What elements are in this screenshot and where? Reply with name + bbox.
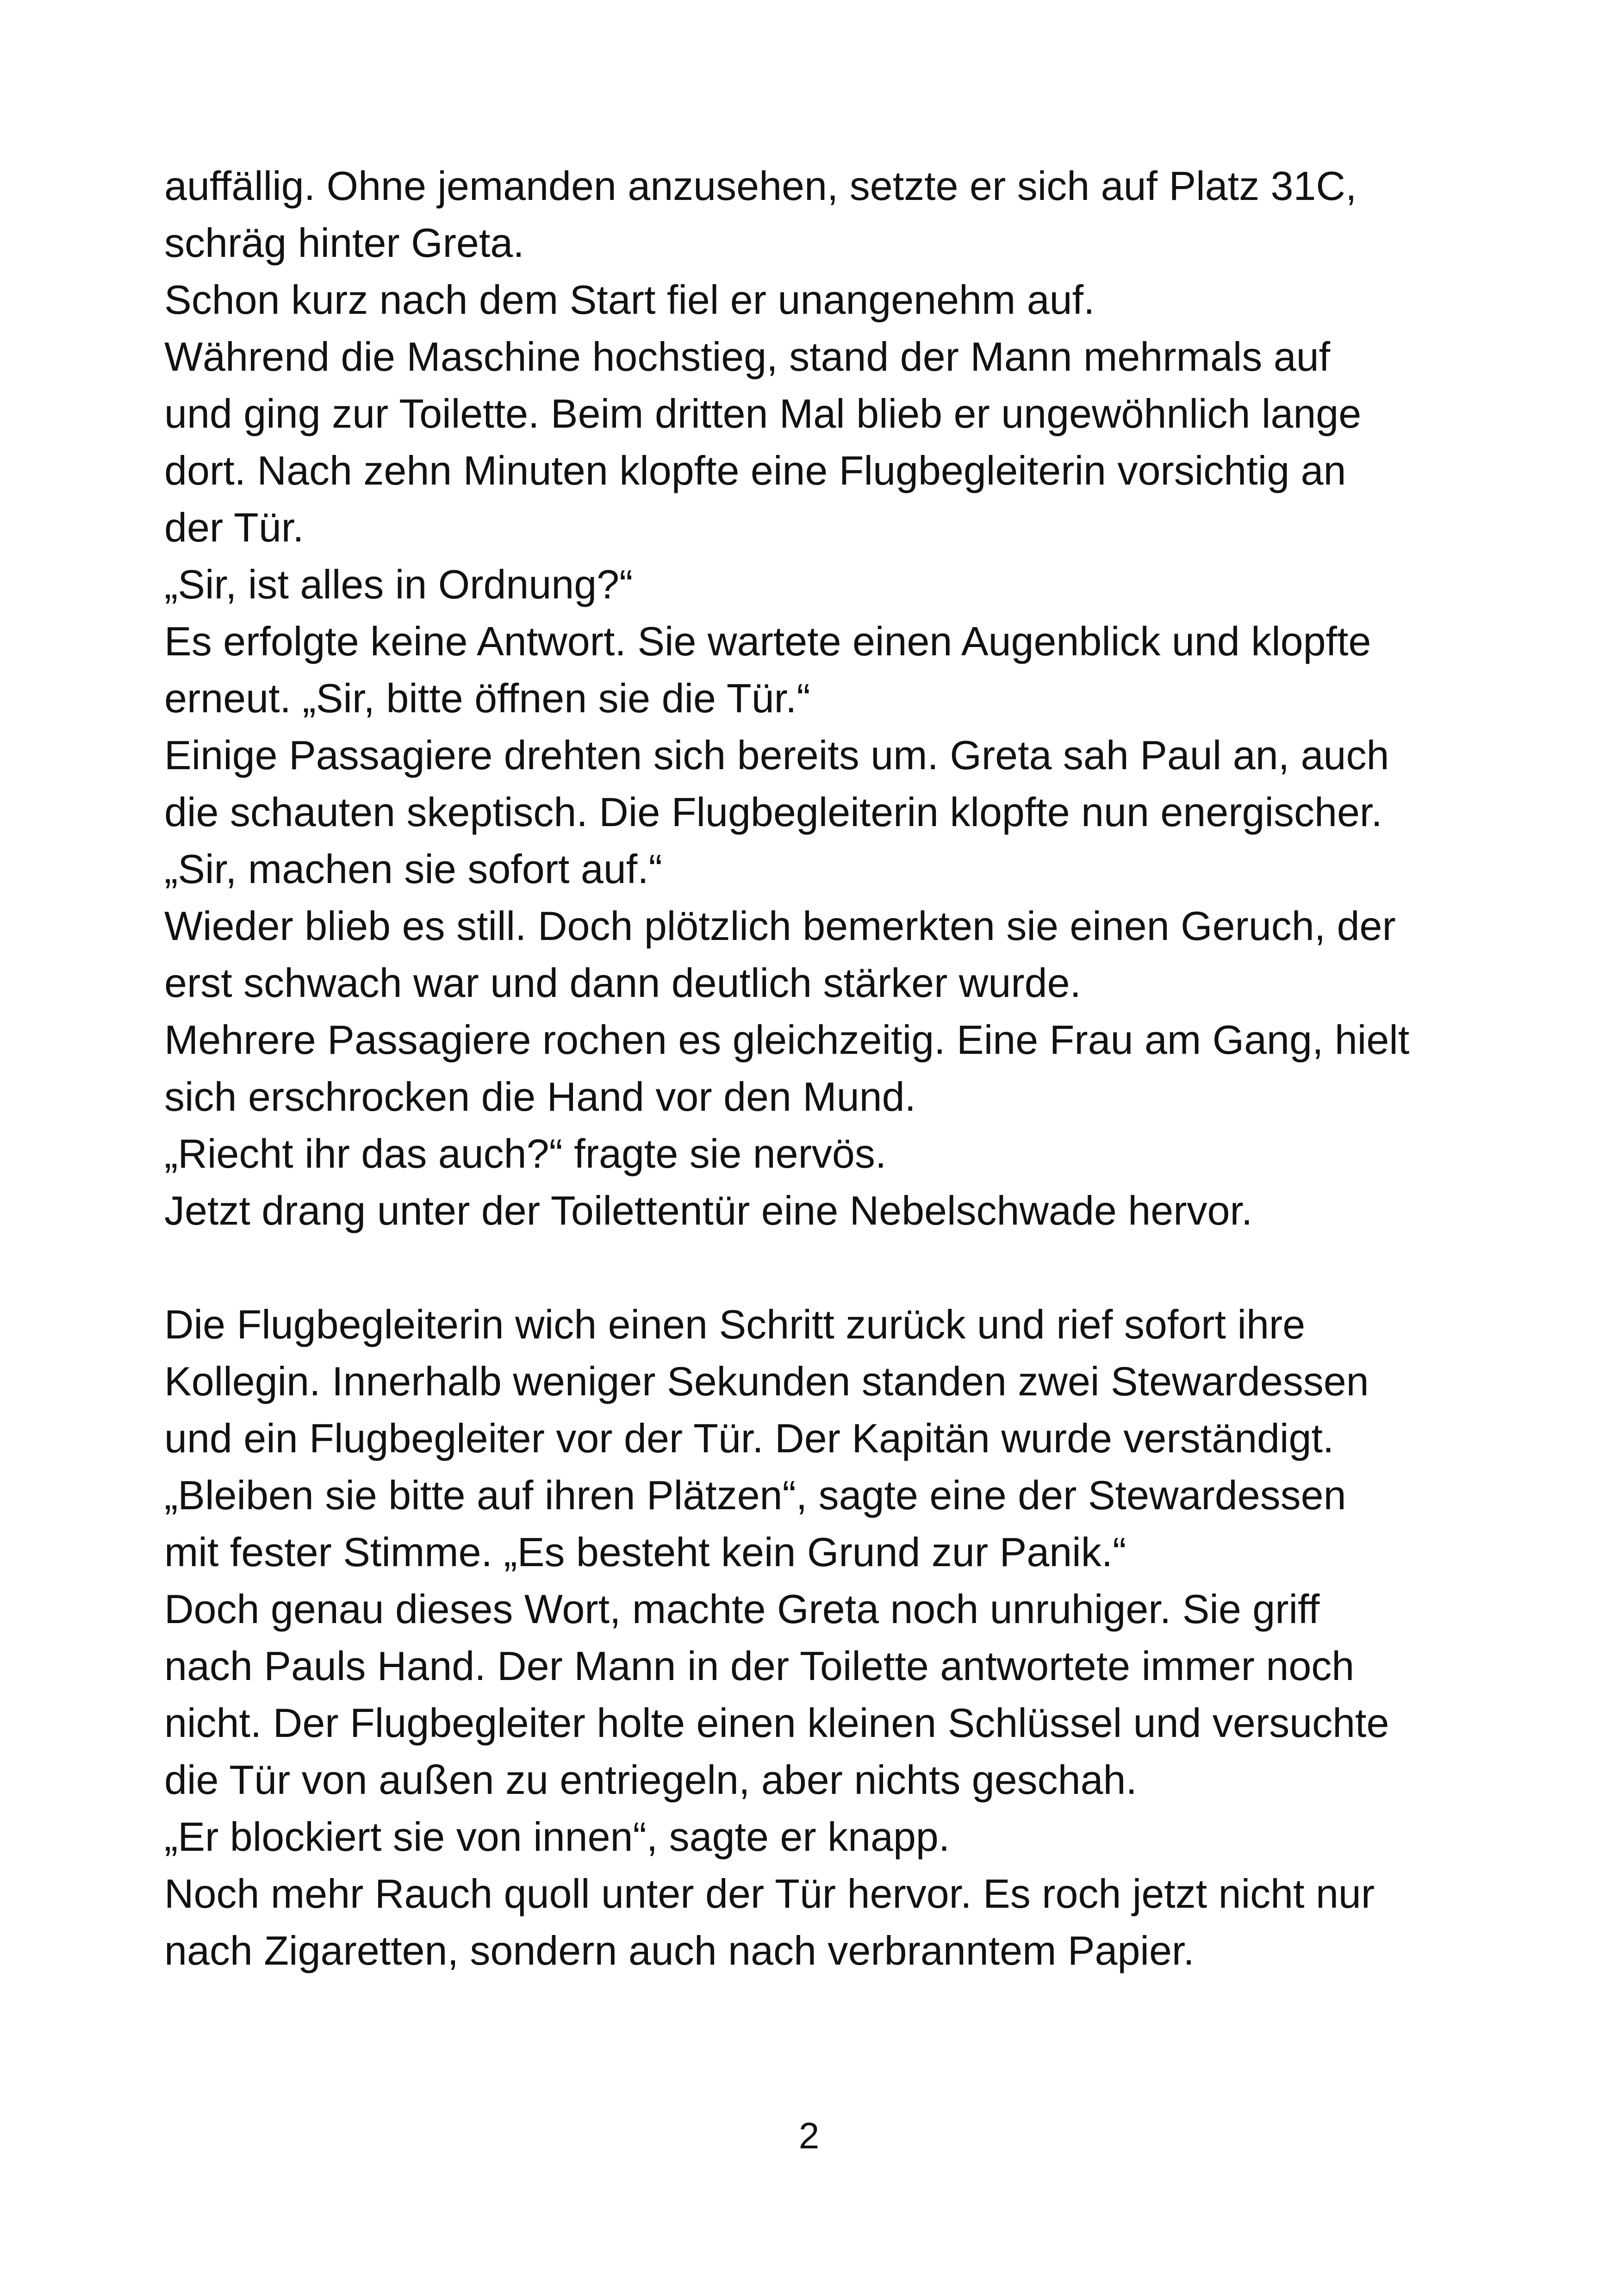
text-line: Schon kurz nach dem Start fiel er unangenehm auf.	[164, 277, 1095, 323]
text-line: und ein Flugbegleiter vor der Tür. Der Kapitän wurde verständigt.	[164, 1415, 1334, 1461]
text-line: die schauten skeptisch. Die Flugbegleiterin klopfte nun energischer.	[164, 789, 1382, 835]
text-line: „Sir, machen sie sofort auf.“	[164, 846, 662, 892]
text-line: „Riecht ihr das auch?“ fragte sie nervös.	[164, 1131, 887, 1176]
text-line: die Tür von außen zu entriegeln, aber nichts geschah.	[164, 1757, 1137, 1803]
text-line: der Tür.	[164, 504, 304, 550]
text-line: erst schwach war und dann deutlich stärker wurde.	[164, 960, 1081, 1006]
text-line: erneut. „Sir, bitte öffnen sie die Tür.“	[164, 675, 810, 721]
text-line: Noch mehr Rauch quoll unter der Tür hervor. Es roch jetzt nicht nur	[164, 1871, 1375, 1916]
text-line: schräg hinter Greta.	[164, 220, 524, 266]
text-line: nach Zigaretten, sondern auch nach verbranntem Papier.	[164, 1928, 1195, 1973]
text-line: Doch genau dieses Wort, machte Greta noch unruhiger. Sie griff	[164, 1586, 1320, 1632]
text-line: mit fester Stimme. „Es besteht kein Grund zur Panik.“	[164, 1529, 1126, 1575]
text-line: Kollegin. Innerhalb weniger Sekunden standen zwei Stewardessen	[164, 1358, 1369, 1404]
text-line: auffällig. Ohne jemanden anzusehen, setzte er sich auf Platz 31C,	[164, 163, 1357, 209]
text-line: Die Flugbegleiterin wich einen Schritt zurück und rief sofort ihre	[164, 1301, 1306, 1347]
text-line: Einige Passagiere drehten sich bereits um. Greta sah Paul an, auch	[164, 732, 1389, 778]
body-text	[164, 157, 1460, 1979]
text-line: dort. Nach zehn Minuten klopfte eine Flugbegleiterin vorsichtig an	[164, 448, 1346, 493]
text-line: Wieder blieb es still. Doch plötzlich bemerkten sie einen Geruch, der	[164, 903, 1396, 949]
text-line: „Sir, ist alles in Ordnung?“	[164, 561, 633, 607]
text-line: nach Pauls Hand. Der Mann in der Toilette antwortete immer noch	[164, 1643, 1355, 1689]
text-line: Jetzt drang unter der Toilettentür eine Nebelschwade hervor.	[164, 1188, 1253, 1233]
text-line: „Er blockiert sie von innen“, sagte er knapp.	[164, 1814, 950, 1860]
text-line: sich erschrocken die Hand vor den Mund.	[164, 1074, 916, 1120]
text-line: nicht. Der Flugbegleiter holte einen kleinen Schlüssel und versuchte	[164, 1700, 1389, 1746]
text-line: Mehrere Passagiere rochen es gleichzeitig. Eine Frau am Gang, hielt	[164, 1017, 1410, 1063]
text-line: Während die Maschine hochstieg, stand der Mann mehrmals auf	[164, 334, 1331, 380]
text-line: Es erfolgte keine Antwort. Sie wartete einen Augenblick und klopfte	[164, 618, 1371, 664]
text-line: und ging zur Toilette. Beim dritten Mal blieb er ungewöhnlich lange	[164, 391, 1362, 436]
text-line: „Bleiben sie bitte auf ihren Plätzen“, sagte eine der Stewardessen	[164, 1472, 1346, 1518]
page-number: 2	[798, 2115, 820, 2156]
paragraph-break	[164, 1239, 1460, 1296]
